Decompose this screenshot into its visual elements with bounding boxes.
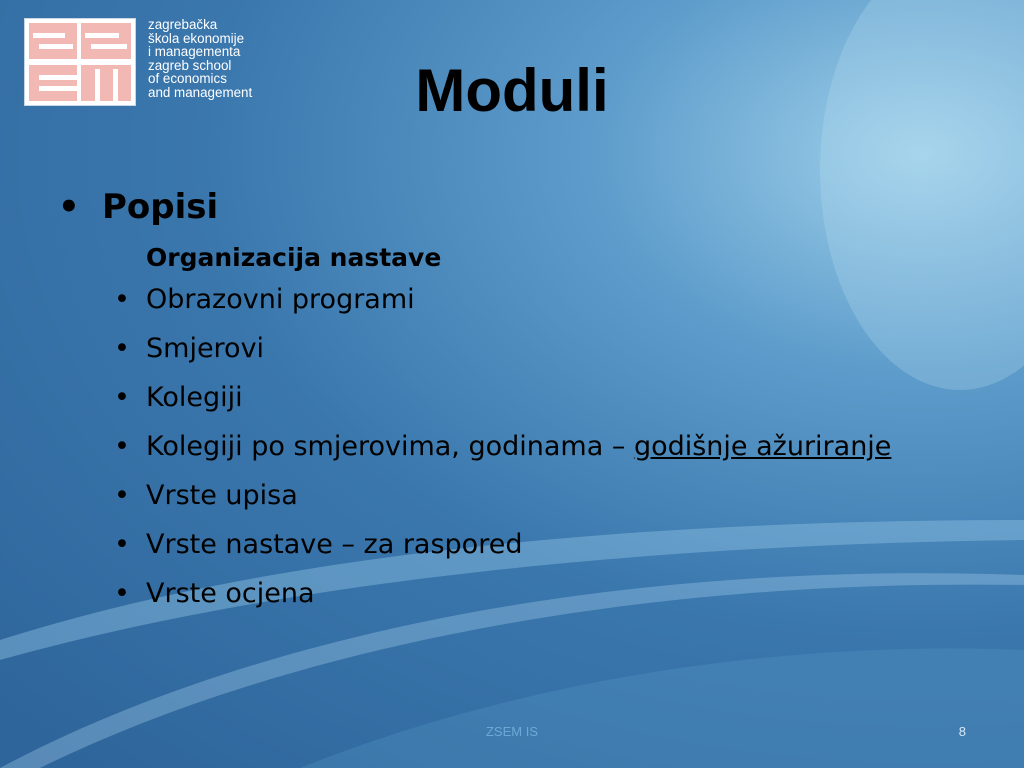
list-item-text: Kolegiji [146,382,243,413]
list-item [114,282,998,318]
bullet-icon: • [114,431,130,462]
section-bullet [58,180,998,234]
list-item-text: Vrste nastave – za raspored [146,529,523,560]
bullet-icon: • [114,578,130,609]
logo-line: škola ekonomije [148,30,245,46]
list-item [114,527,998,563]
bullet-icon: • [114,333,130,364]
list-item-text: Obrazovni programi [146,284,415,315]
bullet-icon: • [114,480,130,511]
slide-title: Moduli [415,57,609,124]
list-item-text: Smjerovi [146,333,265,364]
list-item [114,429,998,465]
list-item-text: Kolegiji po smjerovima, godinama – [146,431,634,462]
logo-line: i managementa [148,44,241,60]
bullet-icon: • [58,187,80,227]
underlined-text: godišnje ažuriranje [633,431,892,462]
list-item [114,380,998,416]
list-item-text: Vrste ocjena [146,578,315,609]
footer-text: ZSEM IS [485,724,538,739]
logo-line: zagrebačka [148,17,218,32]
section-label: Popisi [102,187,219,227]
bullet-icon: • [114,382,130,413]
list-item [114,576,998,612]
page-number: 8 [958,724,966,739]
list-item [114,478,998,514]
logo-line: zagreb school [148,57,232,73]
slide-content [58,180,998,625]
subheading: Organizacija nastave [146,243,442,272]
list-item-text: Vrste upisa [146,480,298,511]
list-item [114,331,998,367]
logo-line: of economics [148,71,227,87]
logo-line: and management [148,84,253,100]
bullet-icon: • [114,529,130,560]
bullet-list [58,282,998,612]
bullet-icon: • [114,284,130,315]
